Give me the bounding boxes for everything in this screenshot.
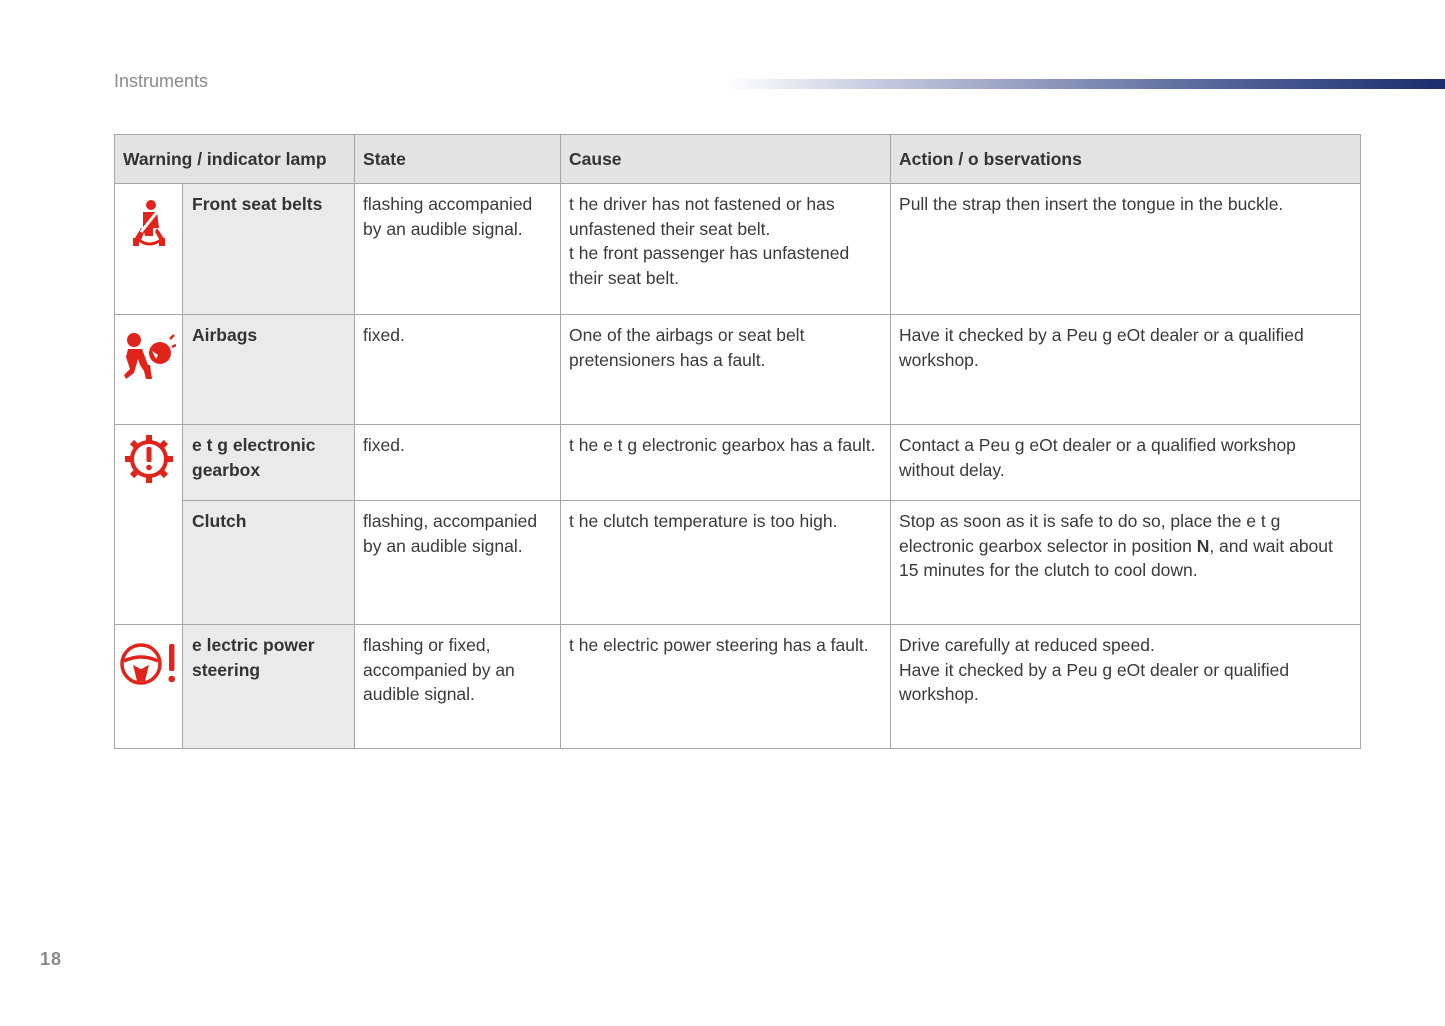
- state-cell: flashing accompanied by an audible signal.: [355, 184, 561, 315]
- lamp-name: Clutch: [183, 501, 355, 625]
- power-steering-icon: [119, 641, 179, 687]
- page-number: 18: [40, 949, 63, 969]
- header-lamp: Warning / indicator lamp: [115, 135, 355, 184]
- header-cause: Cause: [561, 135, 891, 184]
- table-row: [115, 425, 1361, 501]
- icon-cell: [115, 425, 183, 625]
- action-cell: Pull the strap then insert the tongue in the buckle.: [891, 184, 1361, 315]
- state-cell: fixed.: [355, 425, 561, 501]
- action-cell: Have it checked by a Peu g eOt dealer or a qualified workshop.: [891, 315, 1361, 425]
- table-row: [115, 501, 1361, 625]
- gearbox-warning-icon: [124, 434, 174, 484]
- header-gradient-bar: [725, 79, 1445, 89]
- cause-cell: t he e t g electronic gearbox has a fault.: [561, 425, 891, 501]
- cause-cell: One of the airbags or seat belt pretensioners has a fault.: [561, 315, 891, 425]
- cause-cell: [561, 184, 891, 315]
- seat-belt-icon: [127, 198, 171, 250]
- action-cell: Contact a Peu g eOt dealer or a qualified workshop without delay.: [891, 425, 1361, 501]
- action-line: Have it checked by a Peu g eOt dealer or qualified workshop.: [899, 659, 1290, 704]
- cause-cell: t he clutch temperature is too high.: [561, 501, 891, 625]
- table-row: [115, 184, 1361, 315]
- state-cell: fixed.: [355, 315, 561, 425]
- action-text: , and wait about 15 minutes for the clutch to cool down.: [899, 535, 1333, 580]
- table-header-row: [115, 135, 1361, 184]
- action-cell: [891, 625, 1361, 749]
- icon-cell: [115, 315, 183, 425]
- cause-line: t he front passenger has unfastened their seat belt.: [569, 243, 850, 288]
- lamp-name: e lectric power steering: [183, 625, 355, 749]
- cause-line: t he driver has not fastened or has unfastened their seat belt.: [569, 194, 835, 239]
- airbag-icon: [122, 331, 176, 383]
- section-title: Instruments: [114, 71, 209, 91]
- cause-cell: t he electric power steering has a fault.: [561, 625, 891, 749]
- icon-cell: [115, 184, 183, 315]
- state-cell: flashing, accompanied by an audible signal.: [355, 501, 561, 625]
- position-n: N: [1196, 535, 1210, 556]
- action-cell: [891, 501, 1361, 625]
- action-line: Drive carefully at reduced speed.: [899, 635, 1155, 655]
- table-row: [115, 625, 1361, 749]
- action-text: Stop as soon as it is safe to do so, place the e t g electronic gearbox selector in position: [899, 511, 1281, 556]
- table-row: [115, 315, 1361, 425]
- lamp-name: Front seat belts: [183, 184, 355, 315]
- state-cell: flashing or fixed, accompanied by an audible signal.: [355, 625, 561, 749]
- header-state: State: [355, 135, 561, 184]
- lamp-name: Airbags: [183, 315, 355, 425]
- header-action: Action / o bservations: [891, 135, 1361, 184]
- lamp-name: e t g electronic gearbox: [183, 425, 355, 501]
- warning-lamp-table: [114, 134, 1361, 749]
- icon-cell: [115, 625, 183, 749]
